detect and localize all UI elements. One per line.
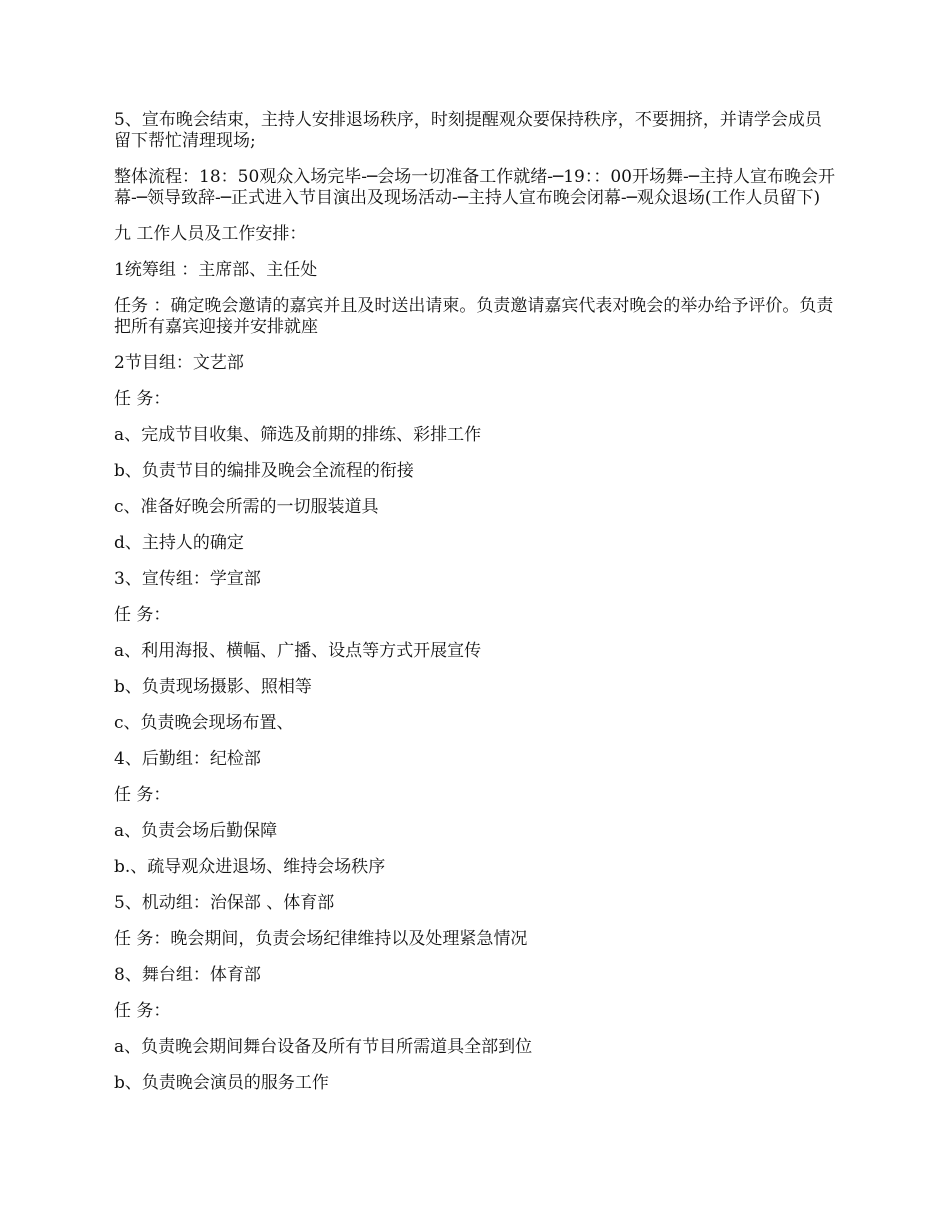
- list-item: a、利用海报、横幅、广播、设点等方式开展宣传: [114, 641, 482, 661]
- logistics-group-heading: 4、后勤组：纪检部: [114, 749, 261, 769]
- list-item: b、负责节目的编排及晚会全流程的衔接: [114, 461, 414, 481]
- task-label: 任 务：: [114, 389, 171, 409]
- closing-paragraph: 5、宣布晚会结束，主持人安排退场秩序，时刻提醒观众要保持秩序，不要拥挤，并请学会成员留下帮忙清理现场;: [114, 110, 822, 151]
- list-item: d、主持人的确定: [114, 533, 244, 553]
- staff-section-heading: 九 工作人员及工作安排：: [114, 224, 307, 244]
- publicity-group-heading: 3、宣传组：学宣部: [114, 569, 261, 589]
- list-item: a、负责晚会期间舞台设备及所有节目所需道具全部到位: [114, 1037, 533, 1057]
- list-item: b、负责现场摄影、照相等: [114, 677, 312, 697]
- overall-flow-paragraph: 整体流程：18：50观众入场完毕-─会场一切准备工作就绪-─19：：00开场舞-─主持人宣布晚会开幕-─领导致辞-─正式进入节目演出及现场活动-─主持人宣布晚会闭幕-─观众退场(工作人员留下): [114, 167, 835, 208]
- list-item: b.、疏导观众进退场、维持会场秩序: [114, 857, 386, 877]
- list-item: a、完成节目收集、筛选及前期的排练、彩排工作: [114, 425, 482, 445]
- list-item: a、负责会场后勤保障: [114, 821, 278, 841]
- list-item: c、准备好晚会所需的一切服装道具: [114, 497, 379, 517]
- task-label: 任 务：: [114, 605, 171, 625]
- stage-group-heading: 8、舞台组：体育部: [114, 965, 261, 985]
- list-item: c、负责晚会现场布置、: [114, 713, 294, 733]
- coordination-group-task: 任务 ：确定晚会邀请的嘉宾并且及时送出请柬。负责邀请嘉宾代表对晚会的举办给予评价。负责把所有嘉宾迎接并安排就座: [114, 296, 834, 337]
- coordination-group-heading: 1统筹组 ：主席部、主任处: [114, 260, 318, 280]
- program-group-heading: 2节目组：文艺部: [114, 353, 244, 373]
- list-item: b、负责晚会演员的服务工作: [114, 1073, 329, 1093]
- mobile-group-task: 任 务：晚会期间，负责会场纪律维持以及处理紧急情况: [114, 929, 528, 949]
- task-label: 任 务：: [114, 785, 171, 805]
- task-label: 任 务：: [114, 1001, 171, 1021]
- document-page: [114, 110, 836, 1109]
- mobile-group-heading: 5、机动组：治保部 、体育部: [114, 893, 335, 913]
